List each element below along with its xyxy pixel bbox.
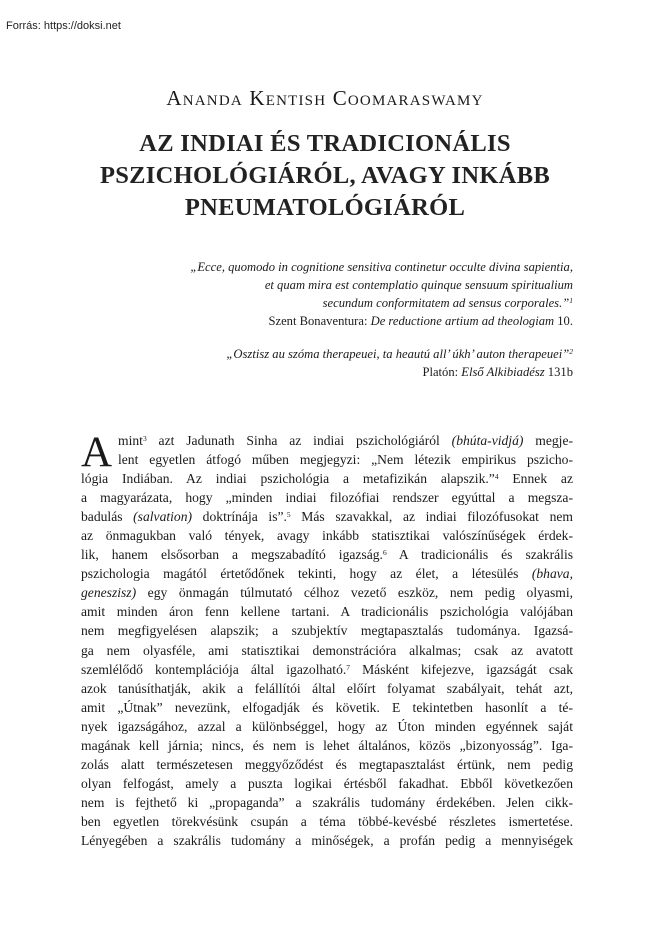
attribution-work: Első Alkibiadész [461, 365, 545, 379]
body-paragraph [81, 431, 573, 850]
epigraph-attribution [133, 312, 573, 330]
epigraph-greek [133, 345, 573, 381]
attribution-work: De reductione artium ad theologiam [370, 314, 555, 328]
body-line: zolás alatt természetesen meggyőződést és megtapasztalást értünk, nem pedig [81, 756, 573, 772]
body-line: amit „Útnak” nevezünk, elfogadják és követik. E tekintetben hasonlít a té- [81, 699, 573, 715]
footnote-marker: 7 [346, 662, 351, 672]
body-line: az önmagukban való tények, avagy inkább statisztikai valószínűségek érdek- [81, 528, 573, 544]
footnote-marker: 4 [494, 472, 499, 482]
body-line: badulás (salvation) doktrínája is”.$^5$ Más szavakkal, az indiai filozófusokat nem [81, 509, 573, 525]
epigraph-quote-line: et quam mira est contemplatio quinque sensuum spiritualium [264, 278, 573, 292]
epigraph-latin [133, 258, 573, 330]
footnote-marker: 6 [382, 548, 387, 558]
author-name: Ananda Kentish Coomaraswamy [166, 86, 484, 110]
epigraph-quote-line [133, 345, 573, 363]
body-line: ga nem olyasféle, ami statisztikai demonstrációra alkalmas; csak az avatott [81, 642, 573, 658]
body-line: nyek igazságához, azzal a különbséggel, hogy az Úton minden egyénnek saját [81, 718, 573, 734]
footnote-marker: 2 [569, 347, 573, 356]
body-line: lógia Indiában. Az indiai pszichológia a metafizikán alapszik.”$^4$ Ennek az [81, 471, 573, 487]
body-line: magának kell járnia; nincs, és nem is lehet általános, közös „bizonyosság”. Iga- [81, 737, 573, 753]
article-title [0, 128, 650, 224]
epigraph-quote-text: secundum conformitatem ad sensus corporales.” [322, 296, 570, 310]
body-line: lik, hanem elsősorban a megszabadító igazság.$^6$ A tradicionális és szakrális [81, 547, 574, 563]
body-line: geneszisz) egy önmagán túlmutató célhoz vezető eszköz, nem pedig olyasmi, [81, 585, 573, 601]
source-label: Forrás: https://doksi.net [6, 20, 121, 32]
footnote-marker: 5 [286, 510, 291, 520]
body-line: olyan felfogást, amely a puszta logikai értésből fakadhat. Ebből következően [81, 775, 573, 791]
body-line: nem megfigyelésen alapszik; a szubjektív megtapasztalás tudománya. Igazsá- [81, 623, 573, 639]
epigraph-quote-line [133, 294, 573, 312]
body-line: lent egyetlen átfogó műben megjegyzi: „Nem létezik empirikus pszicho- [118, 452, 573, 468]
attribution-author: Szent Bonaventura: [268, 314, 371, 328]
epigraph-attribution [133, 363, 573, 381]
body-line: azok tanúsíthatják, akik a felállítói által előírt folyamat szabályait, tehát azt, [81, 680, 573, 696]
epigraph-quote-line: „Ecce, quomodo in cognitione sensitiva continetur occulte divina sapientia, [190, 260, 573, 274]
body-line: nem is fejthető ki „propaganda” a szakrális tudomány érdekében. Jelen cikk- [81, 794, 573, 810]
attribution-ref: 10. [554, 314, 573, 328]
epigraph-quote-text: „Osztisz au szóma therapeuei, ta heautú all’ úkh’ auton therapeuei” [226, 347, 570, 361]
attribution-ref: 131b [544, 365, 573, 379]
drop-cap: A [81, 429, 113, 476]
body-line: pszichologia magától értetődőnek tekinti, hogy az élet, a létesülés (bhava, [81, 566, 573, 582]
title-line: PNEUMATOLÓGIÁRÓL [184, 194, 466, 221]
footnote-marker: 3 [142, 434, 147, 443]
body-line: ben egyetlen törekvésünk csupán a téma többé-kevésbé részletes ismertetése. [81, 813, 573, 829]
body-line: amit minden áron fenn kellene tartani. A tradicionális pszichológia valójában [81, 604, 573, 620]
body-line: a magyarázata, hogy „minden indiai filozófiai rendszer egyúttal a megsza- [81, 490, 573, 506]
title-line: PSZICHOLÓGIÁRÓL, AVAGY INKÁBB [99, 162, 551, 189]
attribution-author: Platón: [422, 365, 462, 379]
body-line: Lényegében a szakrális tudomány a minőségek, a profán pedig a mennyiségek [81, 832, 573, 848]
title-line: AZ INDIAI ÉS TRADICIONÁLIS [139, 130, 511, 157]
footnote-marker: 1 [569, 296, 573, 305]
body-line: mint$^3$ azt Jadunath Sinha az indiai pszichológiáról (bhúta-vidjá) megje- [118, 433, 574, 448]
body-line: szemlélődő kontemplációja által igazolható.$^7$ Másként kifejezve, igazságát csak [81, 661, 573, 677]
